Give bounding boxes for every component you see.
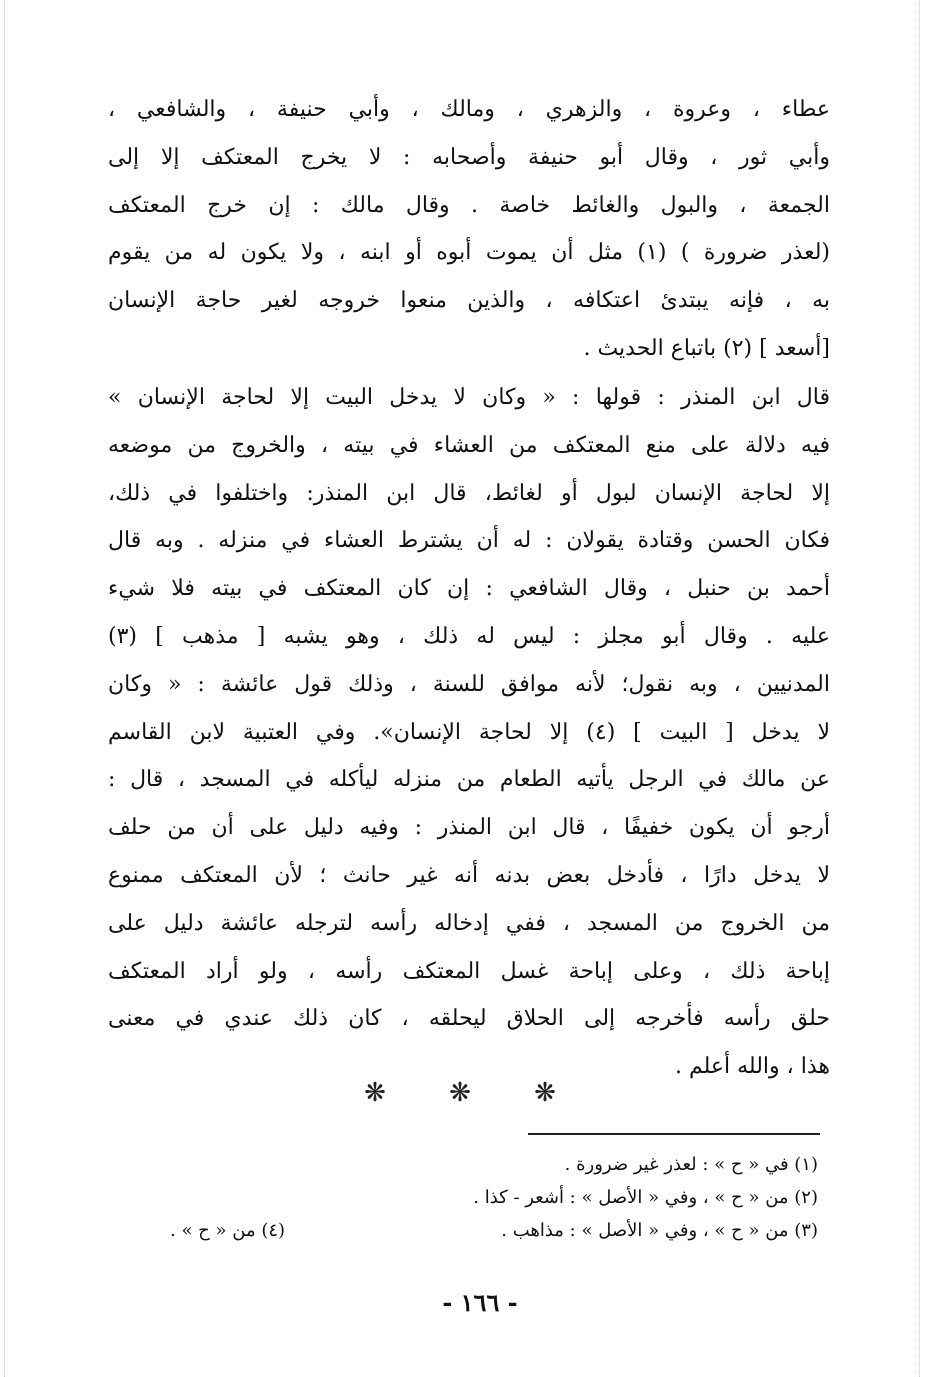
text-line: فيه دلالة على منع المعتكف من العشاء في بيته ، والخروج من موضعه bbox=[108, 432, 830, 458]
star-ornament-icon: ❋ bbox=[449, 1078, 471, 1108]
star-ornament-icon: ❋ bbox=[364, 1078, 386, 1108]
footnote-divider bbox=[528, 1133, 820, 1135]
paragraph-1 bbox=[108, 86, 830, 373]
paragraph-2 bbox=[108, 374, 830, 1091]
text-line: فكان الحسن وقتادة يقولان : له أن يشترط العشاء في منزله . وبه قال bbox=[108, 528, 830, 554]
text-line: من الخروج من المسجد ، ففي إدخاله رأسه لترجله عائشة دليل على bbox=[108, 910, 830, 936]
footnote-2: (٢) من « ح » ، وفي « الأصل » : أشعر - كذا . bbox=[473, 1187, 818, 1208]
text-line: وأبي ثور ، وقال أبو حنيفة وأصحابه : لا يخرج المعتكف إلا إلى bbox=[108, 144, 830, 170]
text-line: قال ابن المنذر : قولها : « وكان لا يدخل البيت إلا لحاجة الإنسان » bbox=[108, 385, 830, 410]
text-line: حلق رأسه فأخرجه إلى الحلاق ليحلقه ، كان ذلك عندي في معنى bbox=[108, 1006, 830, 1032]
text-line: عطاء ، وعروة ، والزهري ، ومالك ، وأبي حنيفة ، والشافعي ، bbox=[108, 97, 830, 122]
section-separator bbox=[360, 1078, 560, 1108]
footnote-4: (٤) من « ح » . bbox=[170, 1220, 286, 1241]
text-line: [أسعد ] (٢) باتباع الحديث . bbox=[583, 335, 830, 361]
footnotes bbox=[170, 1148, 818, 1247]
footnote-1: (١) في « ح » : لعذر غير ضرورة . bbox=[564, 1154, 818, 1175]
page-number: - ١٦٦ - bbox=[442, 1288, 518, 1317]
scan-edge-right bbox=[919, 0, 920, 1377]
star-ornament-icon: ❋ bbox=[534, 1078, 556, 1108]
text-line: عليه . وقال أبو مجلز : ليس له ذلك ، وهو يشبه [ مذهب ] (٣) bbox=[108, 623, 830, 649]
text-line: عن مالك في الرجل يأتيه الطعام من منزله ليأكله في المسجد ، قال : bbox=[108, 767, 830, 793]
text-line: (لعذر ضرورة ) (١) مثل أن يموت أبوه أو ابنه ، ولا يكون له من يقوم bbox=[108, 240, 830, 266]
text-line: أحمد بن حنبل ، وقال الشافعي : إن كان المعتكف في بيته فلا شيء bbox=[108, 576, 830, 602]
footnote-3: (٣) من « ح » ، وفي « الأصل » : مذاهب . bbox=[501, 1220, 818, 1241]
text-line: به ، فإنه يبتدئ اعتكافه ، والذين منعوا خروجه لغير حاجة الإنسان bbox=[108, 288, 830, 314]
text-line: لا يدخل دارًا ، فأدخل بعض بدنه أنه غير حانث ؛ لأن المعتكف ممنوع bbox=[108, 862, 830, 888]
text-line: هذا ، والله أعلم . bbox=[674, 1054, 830, 1080]
text-line: لا يدخل [ البيت ] (٤) إلا لحاجة الإنسان». وفي العتبية لابن القاسم bbox=[108, 719, 830, 745]
text-line: الجمعة ، والبول والغائط خاصة . وقال مالك : إن خرج المعتكف bbox=[108, 192, 830, 218]
text-line: إلا لحاجة الإنسان لبول أو لغائط، قال ابن المنذر: واختلفوا في ذلك، bbox=[108, 480, 830, 506]
scan-edge-left bbox=[4, 0, 5, 1377]
text-line: أرجو أن يكون خفيفًا ، قال ابن المنذر : وفيه دليل على أن من حلف bbox=[108, 815, 830, 841]
text-line: المدنيين ، وبه نقول؛ لأنه موافق للسنة ، وذلك قول عائشة : « وكان bbox=[108, 671, 830, 697]
text-line: إباحة ذلك ، وعلى إباحة غسل المعتكف رأسه ، ولو أراد المعتكف bbox=[108, 958, 830, 984]
footnote-row bbox=[170, 1214, 818, 1247]
